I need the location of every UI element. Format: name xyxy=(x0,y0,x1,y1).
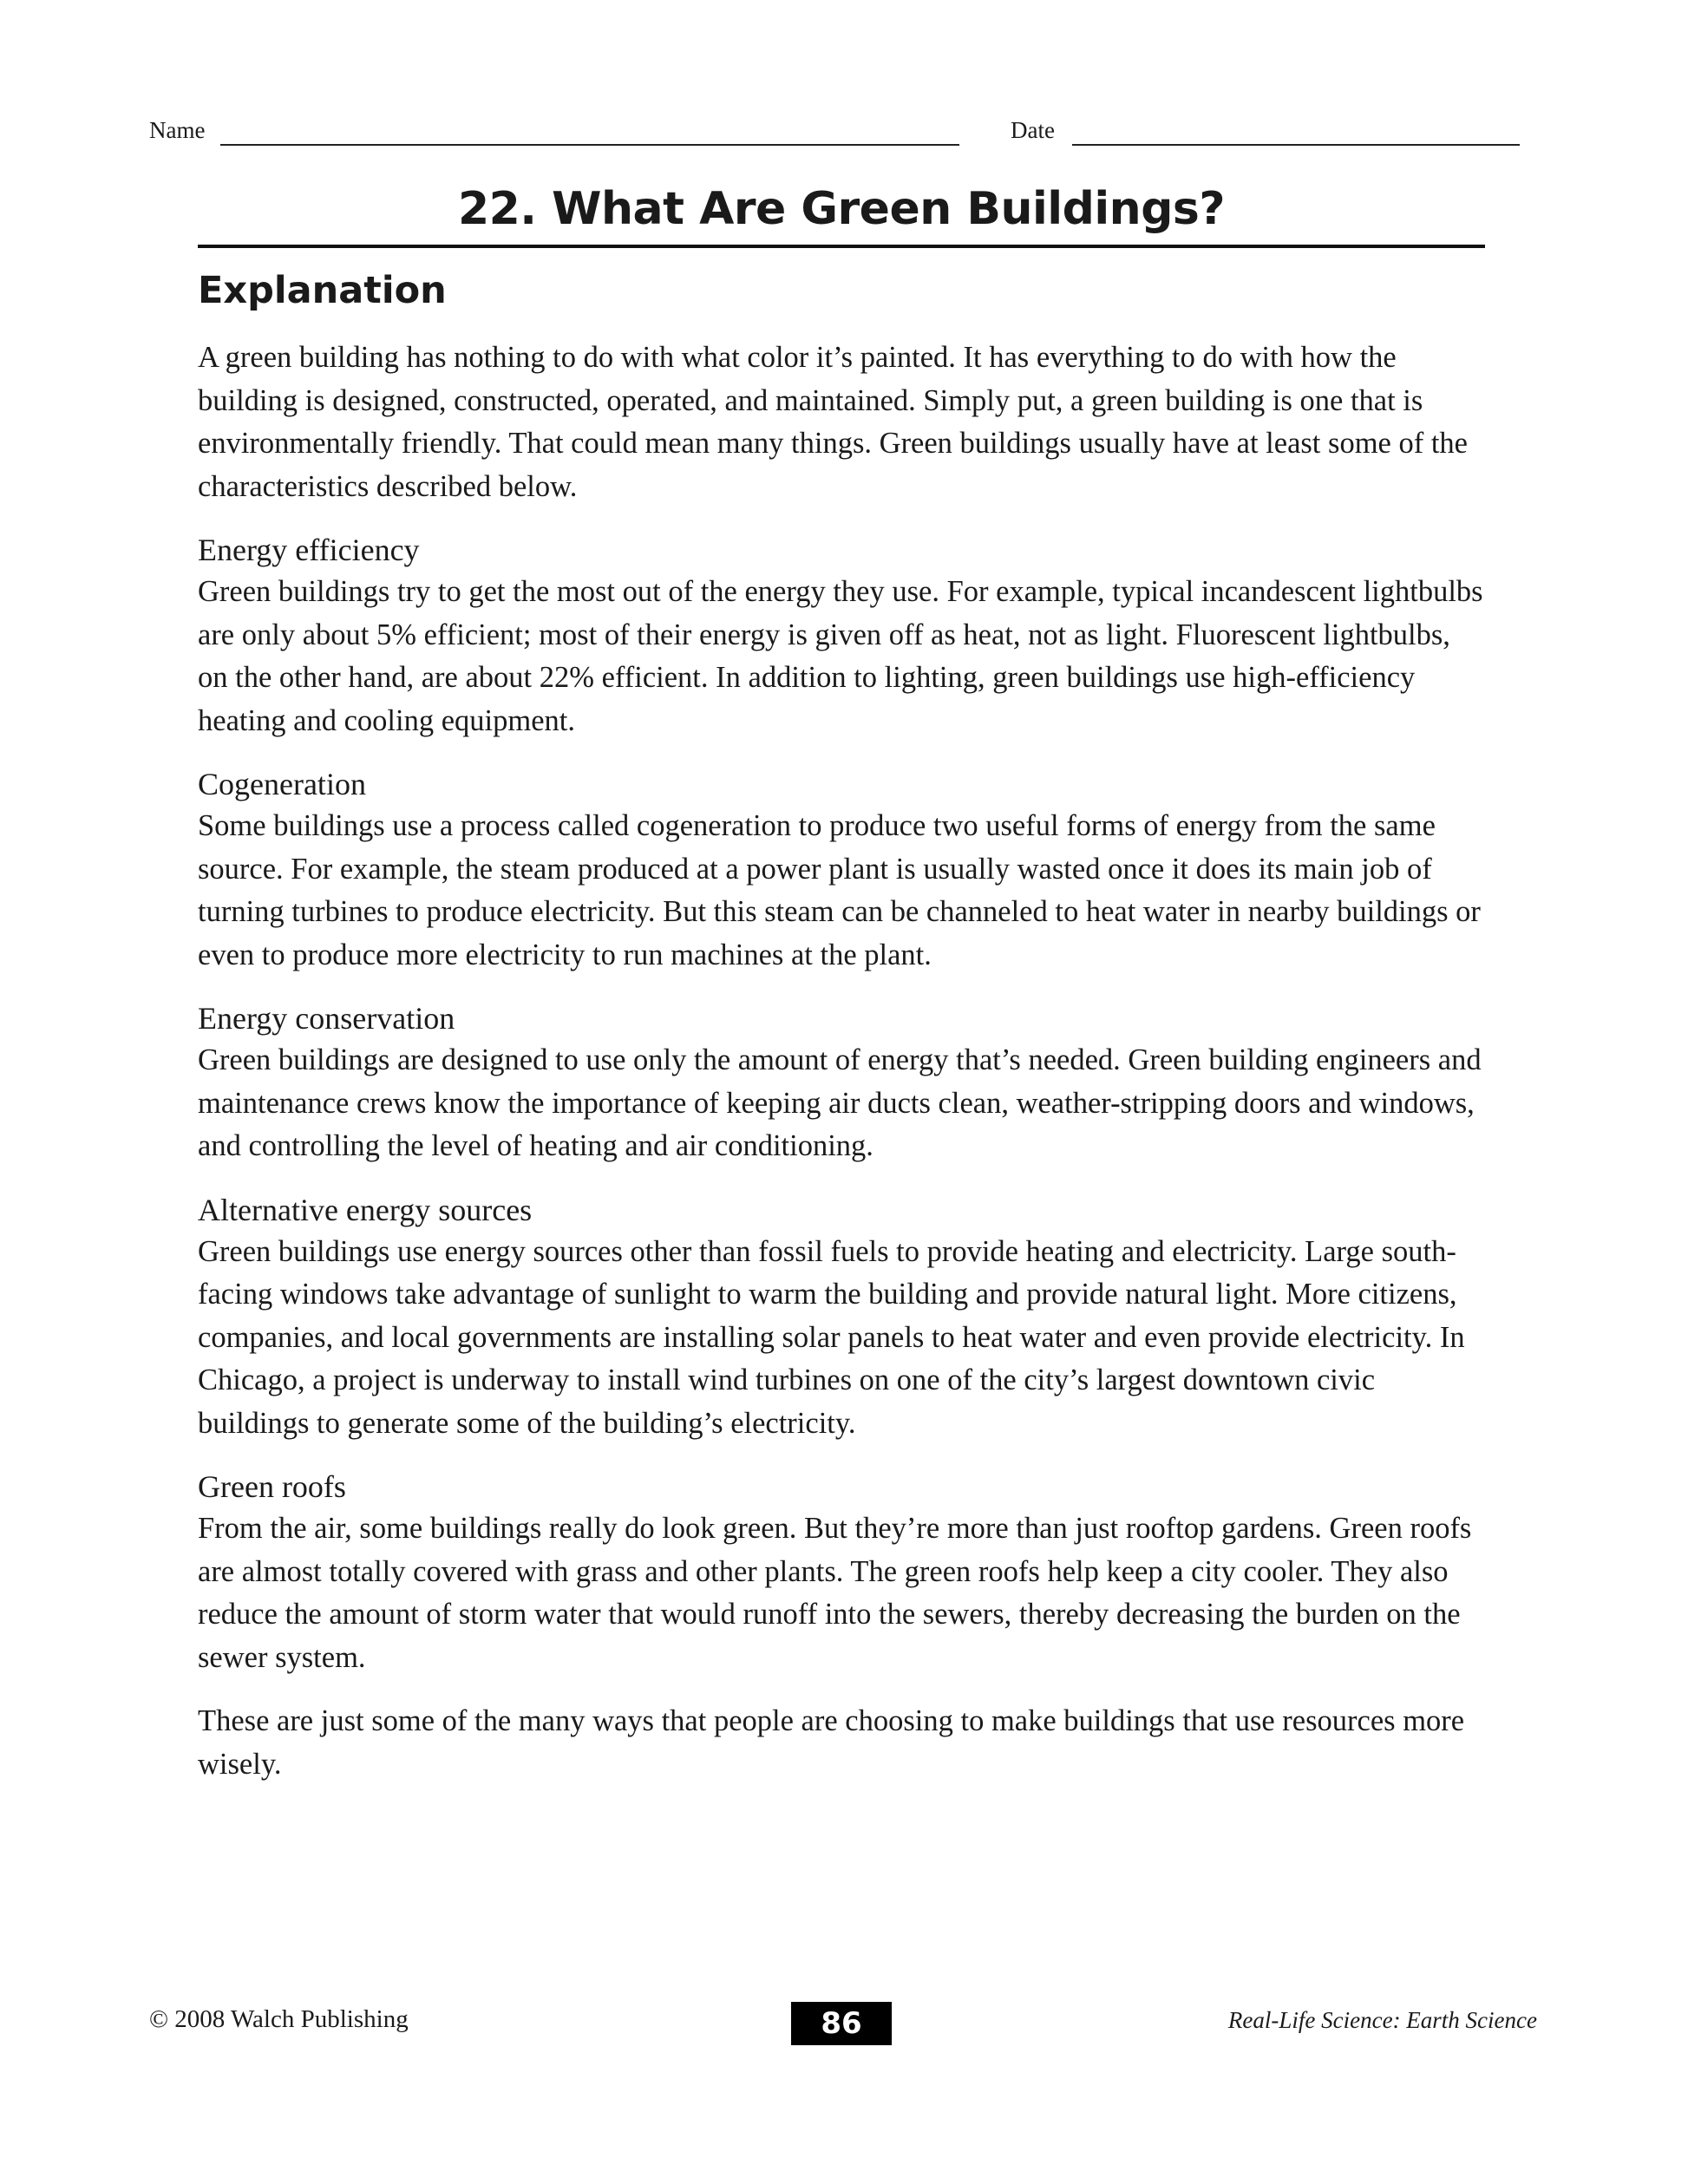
subheading: Energy efficiency xyxy=(198,533,420,567)
book-title: Real-Life Science: Earth Science xyxy=(1227,2007,1537,2033)
page-number-badge: 86 xyxy=(791,2002,892,2045)
date-label: Date xyxy=(1011,117,1055,143)
intro-paragraph: A green building has nothing to do with what color it’s painted. It has everything to do with how the building is designed, constructed, operated, and maintained. Simply put, a green building is one that is environmentally friendly. That could mean many things. Green buildings usually have at least some of the characteristics described below. xyxy=(198,341,1468,503)
section-body: Green buildings are designed to use only the amount of energy that’s needed. Green building engineers and maintenance crews know the importance of keeping air ducts clean, weather-stripping doors and windows, and controlling the level of heating and air conditioning. xyxy=(198,1043,1482,1162)
copyright-notice: © 2008 Walch Publishing xyxy=(149,2005,409,2033)
subheading: Green roofs xyxy=(198,1469,346,1504)
section-cogeneration xyxy=(198,763,1485,977)
section-alternative-energy-sources xyxy=(198,1189,1485,1446)
section-energy-conservation xyxy=(198,997,1485,1168)
date-blank-line[interactable] xyxy=(1072,144,1520,146)
name-blank-line[interactable] xyxy=(220,144,959,146)
section-energy-efficiency xyxy=(198,529,1485,742)
page-title: 22. What Are Green Buildings? xyxy=(457,183,1226,235)
section-body: Green buildings use energy sources other than fossil fuels to provide heating and electricity. Large south-facing windows take advantage of sunlight to warm the building and provide natural light. More citizens, companies, and local governments are installing solar panels to heat water and even provide electricity. In Chicago, a project is underway to install wind turbines on one of the city’s largest downtown civic buildings to generate some of the building’s electricity. xyxy=(198,1234,1465,1440)
section-heading: Explanation xyxy=(198,269,447,312)
subheading: Energy conservation xyxy=(198,1001,455,1036)
title-divider xyxy=(198,245,1485,248)
explanation-content xyxy=(198,337,1485,1807)
section-body: Some buildings use a process called cogeneration to produce two useful forms of energy from the same source. For example, the steam produced at a power plant is usually wasted once it does its main job of turning turbines to produce electricity. But this steam can be channeled to heat water in nearby buildings or even to produce more electricity to run machines at the plant. xyxy=(198,809,1481,971)
worksheet-header xyxy=(149,117,1520,151)
conclusion-paragraph: These are just some of the many ways that people are choosing to make buildings that use resources more wisely. xyxy=(198,1704,1465,1781)
subheading: Cogeneration xyxy=(198,767,366,801)
page-footer xyxy=(149,1995,1537,2047)
subheading: Alternative energy sources xyxy=(198,1192,533,1227)
section-body: Green buildings try to get the most out of the energy they use. For example, typical incandescent lightbulbs are only about 5% efficient; most of their energy is given off as heat, not as light. Fluorescent lightbulbs, on the other hand, are about 22% efficient. In addition to lighting, green buildings use high-efficiency heating and cooling equipment. xyxy=(198,575,1483,737)
section-body: From the air, some buildings really do look green. But they’re more than just rooftop gardens. Green roofs are almost totally covered with grass and other plants. The green roofs help keep a city cooler. They also reduce the amount of storm water that would runoff into the sewers, thereby decreasing the burden on the sewer system. xyxy=(198,1512,1472,1674)
section-green-roofs xyxy=(198,1466,1485,1679)
name-label: Name xyxy=(149,117,206,143)
